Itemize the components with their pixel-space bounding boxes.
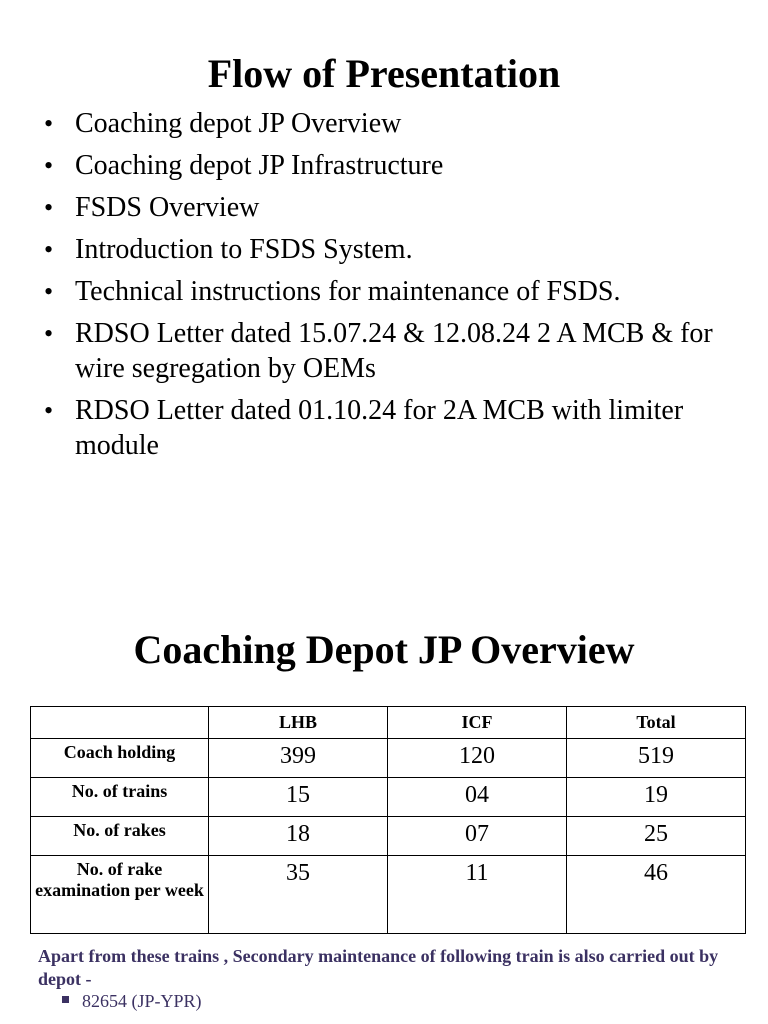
table-cell: 07 — [388, 817, 567, 856]
table-row — [31, 817, 746, 856]
table-row — [31, 739, 746, 778]
bullet-icon: • — [44, 193, 54, 222]
bullet-icon: • — [44, 235, 54, 264]
row-label: No. of trains — [31, 778, 209, 817]
overview-table — [30, 706, 746, 934]
table-header-row — [31, 707, 746, 739]
table-cell: 19 — [567, 778, 746, 817]
list-item-text: Coaching depot JP Overview — [75, 108, 402, 139]
row-label: No. of rakes — [31, 817, 209, 856]
table-row — [31, 778, 746, 817]
table-cell: 35 — [209, 856, 388, 934]
list-item-text: FSDS Overview — [75, 192, 260, 223]
header-cell — [31, 707, 209, 739]
bullet-list — [44, 106, 744, 470]
list-item — [44, 274, 744, 309]
list-item-text: Introduction to FSDS System. — [75, 234, 413, 265]
list-item-text: 82654 (JP-YPR) — [82, 991, 202, 1011]
bullet-icon: • — [44, 277, 54, 306]
row-label: Coach holding — [31, 739, 209, 778]
bullet-icon: • — [44, 109, 54, 138]
bullet-icon: • — [44, 396, 54, 425]
list-item — [44, 393, 744, 463]
bullet-icon: • — [44, 319, 54, 348]
header-cell: Total — [567, 707, 746, 739]
list-item — [44, 316, 744, 386]
train-list — [62, 990, 202, 1012]
table-cell: 04 — [388, 778, 567, 817]
table-cell: 18 — [209, 817, 388, 856]
table-cell: 519 — [567, 739, 746, 778]
table-cell: 46 — [567, 856, 746, 934]
slide-title: Coaching Depot JP Overview — [133, 627, 635, 672]
list-item-text: RDSO Letter dated 15.07.24 & 12.08.24 2 A MCB & for wire segregation by OEMs — [75, 318, 713, 384]
slide-title: Flow of Presentation — [207, 51, 561, 96]
header-cell: LHB — [209, 707, 388, 739]
header-cell: ICF — [388, 707, 567, 739]
square-bullet-icon — [62, 996, 69, 1003]
table-cell: 25 — [567, 817, 746, 856]
list-item-text: RDSO Letter dated 01.10.24 for 2A MCB with limiter module — [75, 395, 684, 461]
list-item-text: Technical instructions for maintenance of FSDS. — [75, 276, 621, 307]
list-item-text: Coaching depot JP Infrastructure — [75, 150, 444, 181]
row-label: No. of rake examination per week — [31, 856, 209, 934]
list-item — [44, 148, 744, 183]
bullet-icon: • — [44, 151, 54, 180]
list-item — [44, 232, 744, 267]
table-row — [31, 856, 746, 934]
maintenance-note: Apart from these trains , Secondary maintenance of following train is also carried out by depot - — [38, 946, 719, 989]
list-item — [62, 990, 202, 1012]
table-cell: 120 — [388, 739, 567, 778]
list-item — [44, 106, 744, 141]
table-cell: 15 — [209, 778, 388, 817]
table-cell: 399 — [209, 739, 388, 778]
table-cell: 11 — [388, 856, 567, 934]
list-item — [44, 190, 744, 225]
